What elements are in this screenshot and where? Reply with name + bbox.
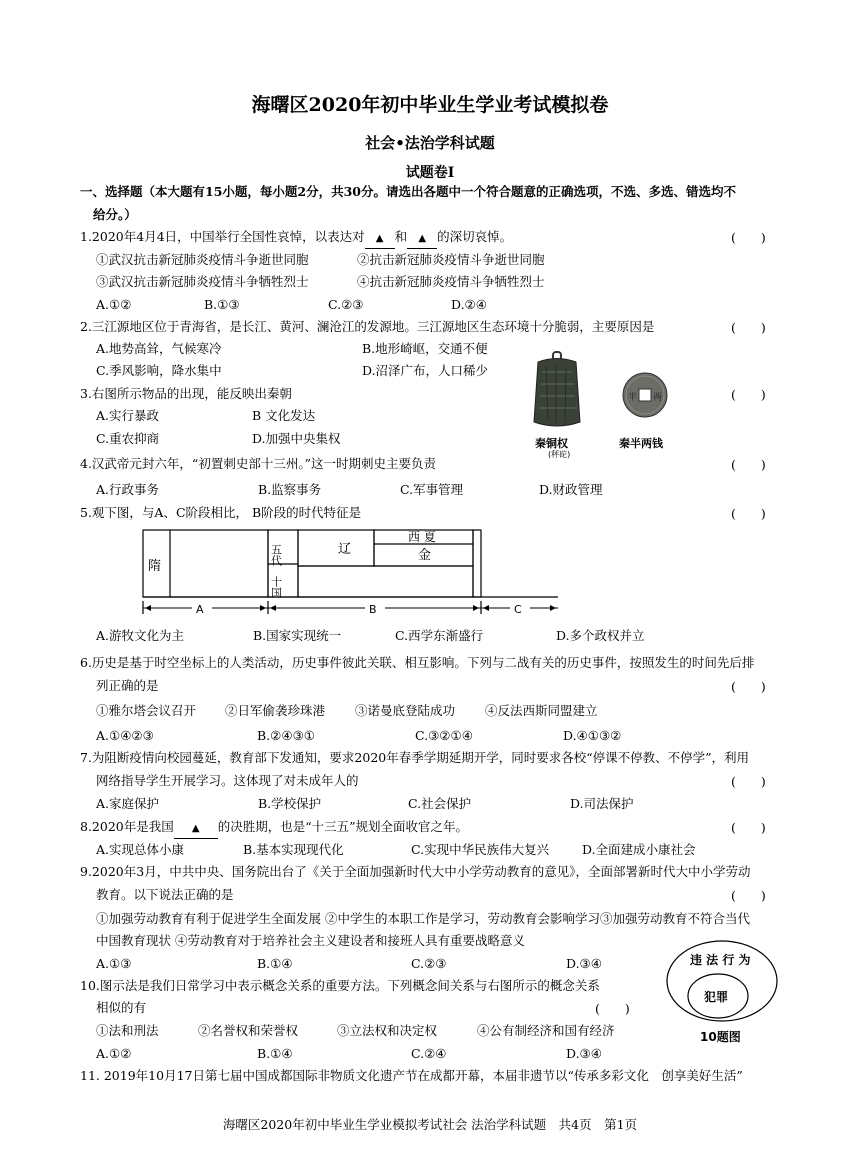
q4-stem: 4.汉武帝元封六年，“初置刺史部十三州。”这一时期刺史主要负责	[80, 456, 436, 471]
q1-statement-3: ③武汉抗击新冠肺炎疫情斗争牺牲烈士	[96, 274, 309, 289]
q10-pair-4: ④公有制经济和国有经济	[477, 1023, 615, 1038]
exam-subtitle: 社会•法治学科试题	[365, 134, 495, 152]
q8-option-b: B.基本实现现代化	[243, 842, 344, 857]
volume-label: 试题卷Ⅰ	[405, 165, 455, 181]
stage-b-label: B	[369, 603, 377, 616]
q9-statements: ①加强劳动教育有利于促进学生全面发展 ②中学生的本职工作是学习，劳动教育会影响学习③加强劳动教育不符合当代	[96, 911, 750, 926]
q6-option-a: A.①④②③	[96, 728, 154, 743]
label-jin: 金	[418, 548, 432, 563]
q1-stem: 1.2020年4月4日，中国举行全国性哀悼，以表达对 ▲ 和 ▲ 的深切哀悼。	[80, 228, 512, 249]
q1-option-b: B.①③	[204, 297, 240, 312]
q11-stem: 11. 2019年10月17日第七届中国成都国际非物质文化遗产节在成都开幕，本届非遗节以“传承多彩文化 创享美好生活”	[80, 1068, 743, 1083]
q9-option-c: C.②③	[411, 956, 447, 971]
q10-option-d: D.③④	[566, 1046, 602, 1061]
q10-option-a: A.①②	[96, 1046, 132, 1061]
q10-pair-2: ②名誉权和荣誉权	[198, 1023, 299, 1038]
q8-option-d: D.全面建成小康社会	[582, 842, 696, 857]
q3-option-a: A.实行暴政	[96, 408, 160, 423]
label-sui: 隋	[148, 559, 162, 574]
q6-event-2: ②日军偷袭珍珠港	[225, 703, 326, 718]
q3-stem: 3.右图所示物品的出现，能反映出秦朝	[80, 386, 292, 401]
q2-option-a: A.地势高耸，气候寒冷	[96, 341, 222, 356]
q9-statements-cont: 中国教育现状 ④劳动教育对于培养社会主义建设者和接班人具有重要战略意义	[96, 933, 525, 948]
liao-block	[298, 530, 374, 566]
q6-event-3: ③诺曼底登陆成功	[355, 703, 456, 718]
q4-answer-paren: ( )	[731, 457, 766, 472]
song-block	[298, 566, 473, 597]
exam-title: 海曙区2020年初中毕业生学业考试模拟卷	[251, 94, 609, 116]
section-heading: 一、选择题（本大题有15小题，每小题2分，共30分。请选出各题中一个符合题意的正确选项，不选、多选、错选均不	[80, 184, 736, 199]
q9-stem: 9.2020年3月，中共中央、国务院出台了《关于全面加强新时代大中小学劳动教育的意见》，全面部署新时代大中小学劳动	[80, 864, 751, 879]
q3-image1-subcaption: (秤砣)	[548, 450, 571, 459]
q4-option-b: B.监察事务	[258, 482, 322, 497]
q1-option-a: A.①②	[96, 297, 132, 312]
q4-option-c: C.军事管理	[400, 482, 464, 497]
ban-liang-coin-image	[623, 373, 667, 417]
answer-blank: ▲	[407, 230, 437, 249]
q8-answer-paren: ( )	[731, 820, 766, 835]
q6-stem: 6.历史是基于时空坐标上的人类活动，历史事件彼此关联、相互影响。下列与二战有关的历史事件，按照发生的时间先后排	[80, 655, 755, 670]
label-xixia: 西 夏	[408, 530, 436, 544]
stage-a-label: A	[196, 603, 204, 616]
q5-answer-paren: ( )	[731, 506, 766, 521]
q10-figure-caption: 10题图	[700, 1030, 741, 1044]
q9-answer-paren: ( )	[731, 888, 766, 903]
q1-statement-4: ④抗击新冠肺炎疫情斗争牺牲烈士	[357, 274, 545, 289]
q5-option-a: A.游牧文化为主	[96, 628, 185, 643]
q6-option-c: C.③②①④	[415, 728, 473, 743]
q5-option-d: D.多个政权并立	[556, 628, 645, 643]
q7-stem-cont: 网络指导学生开展学习。这体现了对未成年人的	[96, 773, 359, 788]
q7-answer-paren: ( )	[731, 774, 766, 789]
q5-dynasty-timeline	[140, 524, 560, 620]
q5-stem: 5.观下图，与A、C阶段相比， B阶段的时代特征是	[80, 505, 362, 520]
q1-option-c: C.②③	[328, 297, 364, 312]
q7-option-c: C.社会保护	[408, 796, 472, 811]
q6-option-b: B.②④③①	[257, 728, 315, 743]
answer-blank: ▲	[365, 230, 395, 249]
stage-c-label: C	[514, 603, 522, 616]
q1-statement-2: ②抗击新冠肺炎疫情斗争逝世同胞	[357, 252, 545, 267]
q8-option-c: C.实现中华民族伟大复兴	[411, 842, 550, 857]
q7-option-b: B.学校保护	[258, 796, 322, 811]
svg-text:半: 半	[628, 393, 638, 403]
q10-answer-paren: ( )	[595, 1001, 630, 1016]
q2-option-d: D.沼泽广布，人口稀少	[362, 363, 489, 378]
q7-option-d: D.司法保护	[570, 796, 634, 811]
q10-stem: 10.图示法是我们日常学习中表示概念关系的重要方法。下列概念间关系与右图所示的概念关系	[80, 978, 600, 993]
q5-option-b: B.国家实现统一	[253, 628, 342, 643]
q3-option-c: C.重农抑商	[96, 431, 160, 446]
q4-option-a: A.行政事务	[96, 482, 160, 497]
label-shiguo: 十国	[269, 576, 283, 598]
q10-pair-1: ①法和刑法	[96, 1023, 159, 1038]
label-wudai: 五代	[269, 544, 283, 566]
q9-option-a: A.①③	[96, 956, 132, 971]
q8-option-a: A.实现总体小康	[96, 842, 185, 857]
q3-answer-paren: ( )	[731, 387, 766, 402]
q10-option-c: C.②④	[411, 1046, 447, 1061]
q10-option-b: B.①④	[257, 1046, 293, 1061]
q6-event-1: ①雅尔塔会议召开	[96, 703, 197, 718]
q1-answer-paren: ( )	[731, 230, 766, 245]
q2-stem: 2.三江源地区位于青海省，是长江、黄河、澜沧江的发源地。三江源地区生态环境十分脆弱，主要原因是	[80, 319, 655, 334]
q1-statement-1: ①武汉抗击新冠肺炎疫情斗争逝世同胞	[96, 252, 309, 267]
q6-event-4: ④反法西斯同盟建立	[485, 703, 598, 718]
q2-option-c: C.季风影响，降水集中	[96, 363, 222, 378]
q3-image1-caption: 秦铜权	[535, 437, 568, 450]
q3-image2-caption: 秦半两钱	[619, 437, 663, 450]
bronze-weight-image	[534, 352, 580, 426]
q6-answer-paren: ( )	[731, 679, 766, 694]
svg-text:两: 两	[653, 393, 663, 403]
q6-stem-cont: 列正确的是	[96, 678, 159, 693]
q1-option-d: D.②④	[451, 297, 487, 312]
q6-option-d: D.④①③②	[563, 728, 622, 743]
inner-label: 犯罪	[704, 990, 729, 1004]
q3-option-b: B 文化发达	[252, 408, 316, 423]
label-liao: 辽	[338, 542, 352, 557]
q2-answer-paren: ( )	[731, 320, 766, 335]
q8-stem: 8.2020年是我国 ▲ 的决胜期，也是“十三五”规划全面收官之年。	[80, 818, 468, 839]
q5-option-c: C.西学东渐盛行	[395, 628, 484, 643]
answer-blank: ▲	[174, 820, 218, 839]
q9-stem-cont: 教育。以下说法正确的是	[96, 887, 234, 902]
q10-pair-3: ③立法权和决定权	[337, 1023, 438, 1038]
q10-stem-cont: 相似的有	[96, 1000, 147, 1015]
section-heading-cont: 给分。）	[93, 207, 137, 222]
page-footer: 海曙区2020年初中毕业生学业模拟考试社会 法治学科试题 共4页 第1页	[222, 1117, 638, 1132]
q9-option-b: B.①④	[257, 956, 293, 971]
q7-stem: 7.为阻断疫情向校园蔓延，教育部下发通知，要求2020年春季学期延期开学，同时要求各校“停课不停教、不停学”，利用	[80, 750, 750, 765]
q3-option-d: D.加强中央集权	[252, 431, 341, 446]
outer-label: 违 法 行 为	[690, 953, 751, 967]
sui-block	[143, 530, 268, 597]
q2-option-b: B.地形崎岖，交通不便	[362, 341, 488, 356]
q10-venn-diagram	[660, 938, 784, 1024]
q4-option-d: D.财政管理	[539, 482, 603, 497]
q7-option-a: A.家庭保护	[96, 796, 160, 811]
q9-option-d: D.③④	[566, 956, 602, 971]
